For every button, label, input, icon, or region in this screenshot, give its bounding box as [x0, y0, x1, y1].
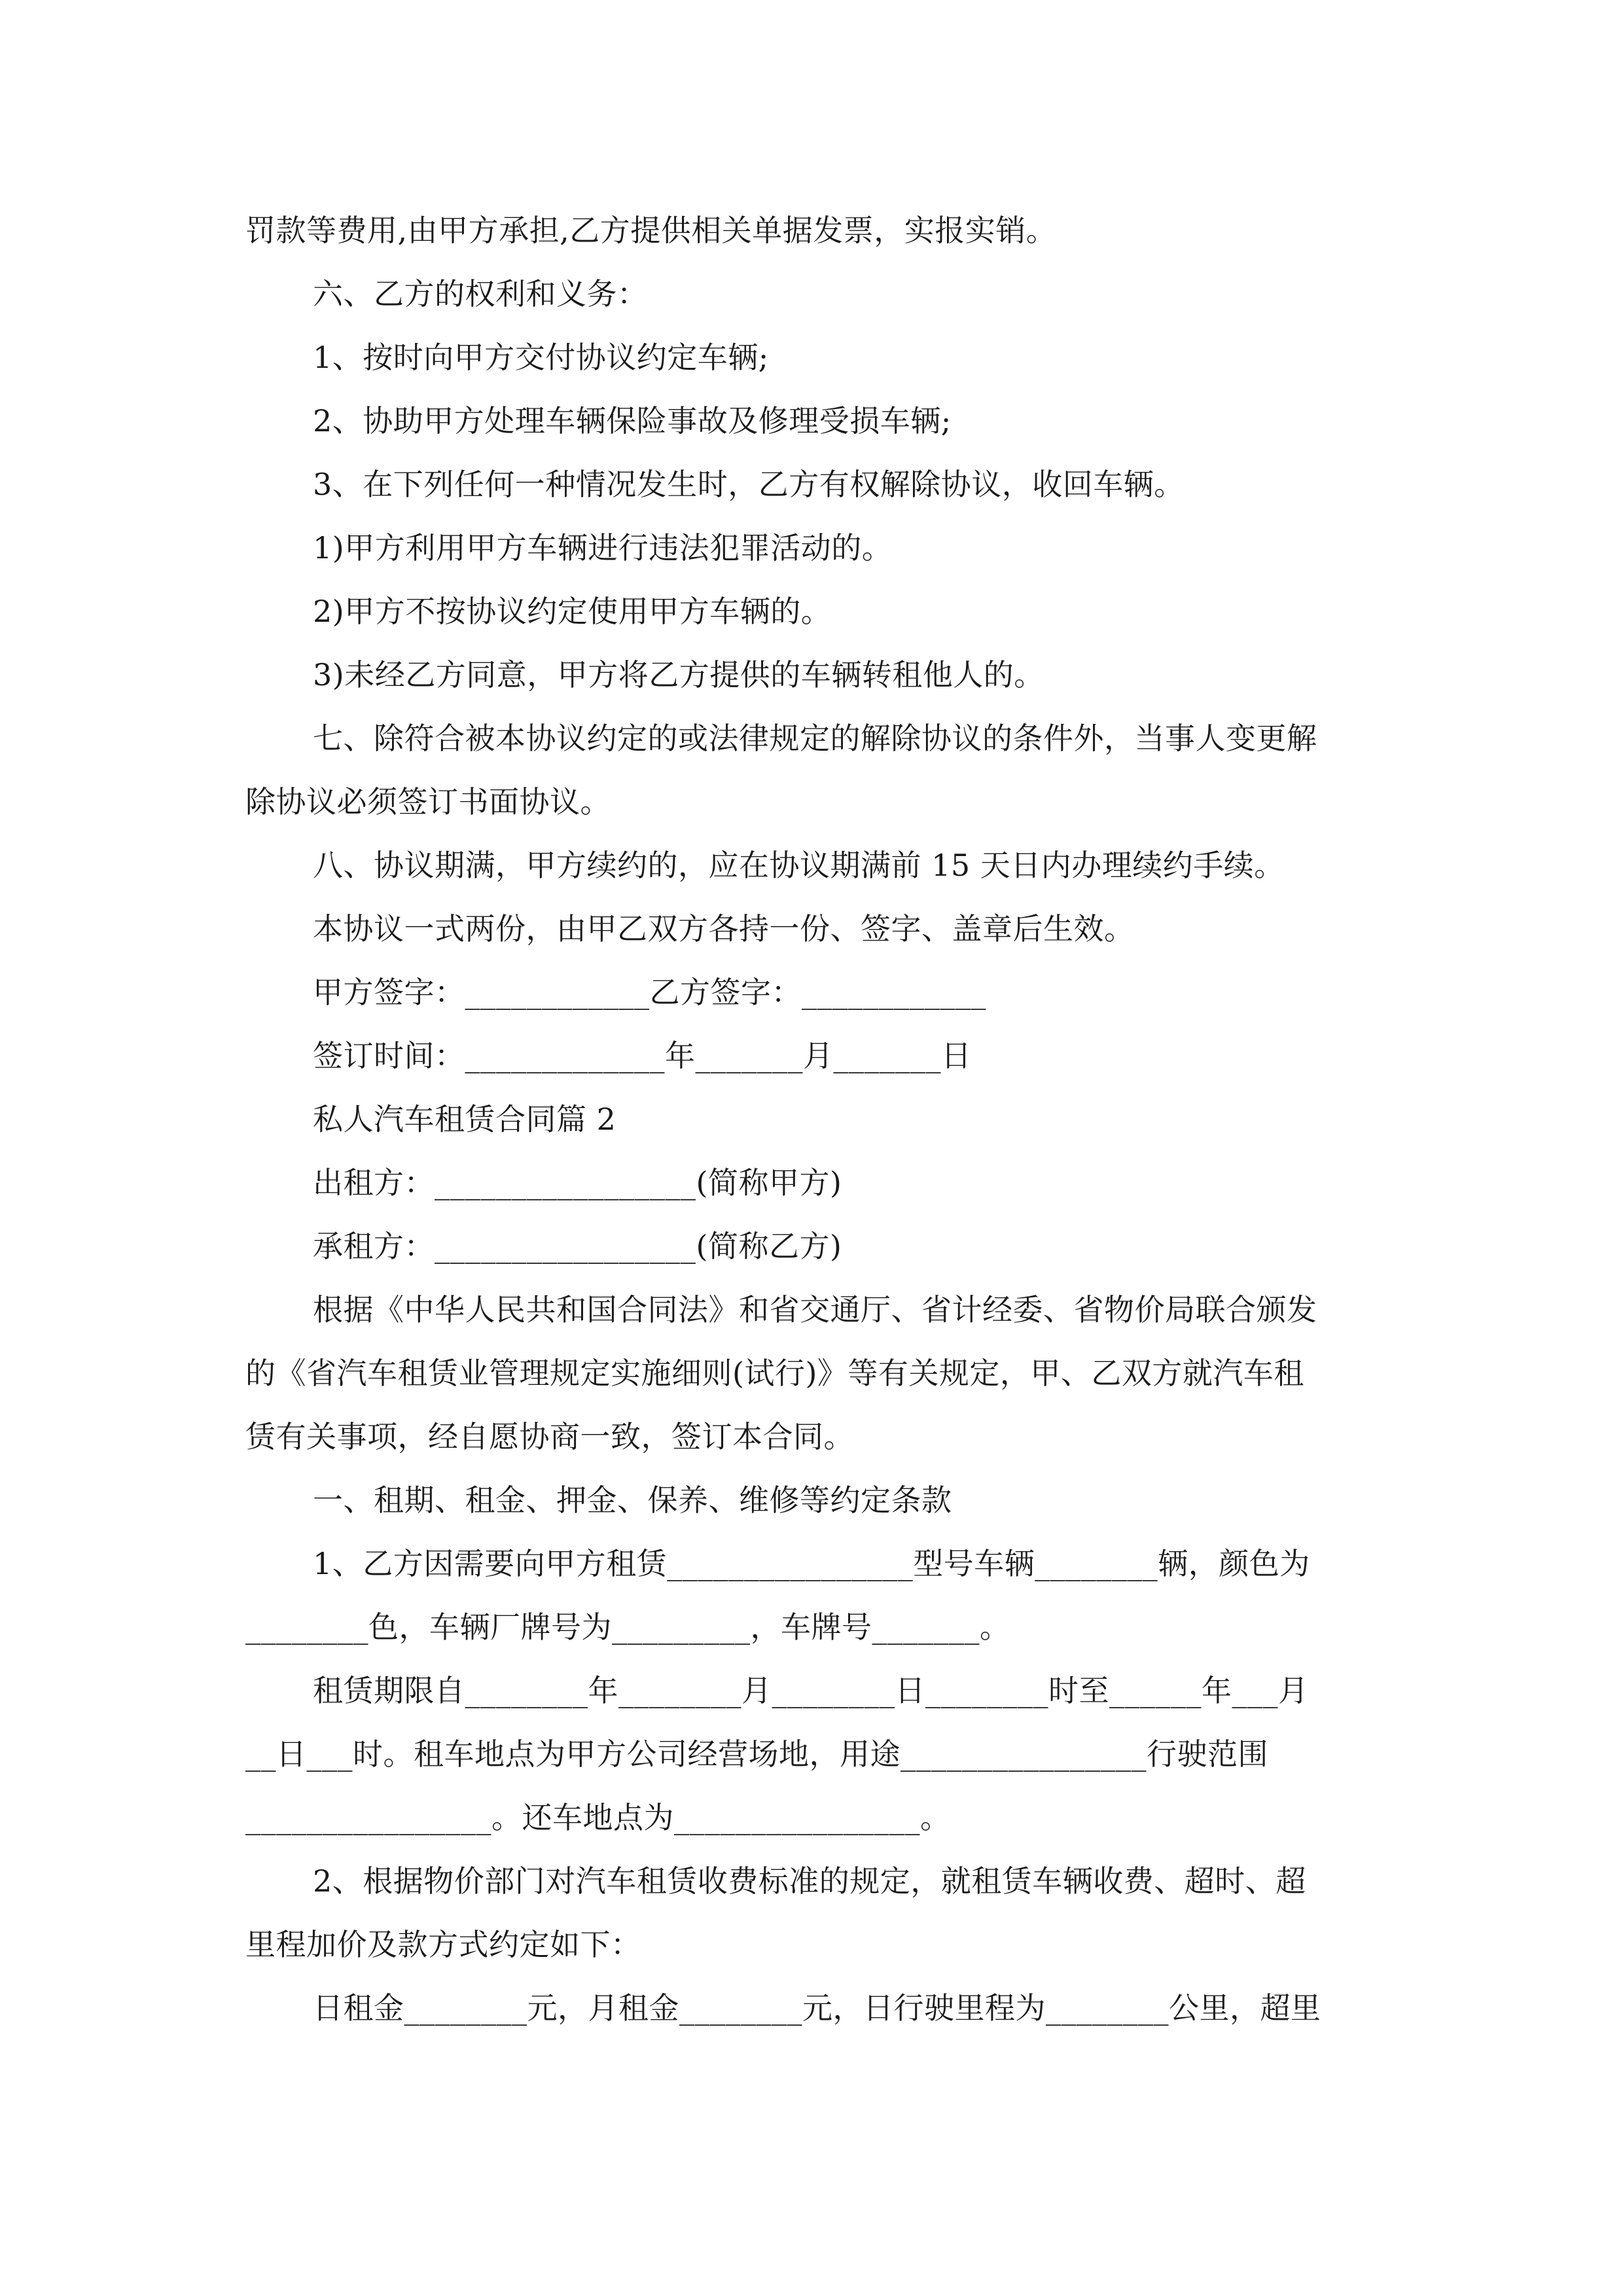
lessor-line: 出租方：_________________(简称甲方) [313, 1165, 842, 1200]
lessee-line: 承租方：_________________(简称乙方) [313, 1229, 842, 1264]
paragraph-line: 罚款等费用,由甲方承担,乙方提供相关单据发票，实报实销。 [245, 213, 1057, 248]
sub-list-item: 3)未经乙方同意，甲方将乙方提供的车辆转租他人的。 [313, 657, 1044, 692]
section-heading: 七、除符合被本协议约定的或法律规定的解除协议的条件外，当事人变更解 [313, 721, 1317, 756]
list-item: 1、按时向甲方交付协议约定车辆; [313, 340, 769, 375]
signature-line: 甲方签字：____________乙方签字：____________ [313, 975, 986, 1010]
signing-date-line: 签订时间：_____________年_______月_______日 [313, 1038, 972, 1073]
sub-list-item: 1)甲方利用甲方车辆进行违法犯罪活动的。 [313, 530, 893, 565]
clause-line: __日___时。租车地点为甲方公司经营场地，用途________________行驶范围 [245, 1736, 1268, 1772]
contract-title: 私人汽车租赁合同篇 2 [313, 1102, 616, 1137]
clause-line: 日租金________元，月租金________元，日行驶里程为________公里，超里 [313, 1990, 1321, 2026]
clause-line: ________________。还车地点为________________。 [245, 1800, 951, 1835]
clause-line: 里程加价及款方式约定如下： [245, 1927, 641, 1962]
clause-line: ________色，车辆厂牌号为_________，车牌号_______。 [245, 1609, 1010, 1645]
section-heading: 八、协议期满，甲方续约的，应在协议期满前 15 天日内办理续约手续。 [313, 848, 1285, 883]
list-item: 3、在下列任何一种情况发生时，乙方有权解除协议，收回车辆。 [313, 467, 1185, 502]
paragraph-line: 赁有关事项，经自愿协商一致，签订本合同。 [245, 1419, 854, 1454]
section-heading: 一、租期、租金、押金、保养、维修等约定条款 [313, 1482, 952, 1518]
paragraph-line: 本协议一式两份，由甲乙双方各持一份、签字、盖章后生效。 [313, 911, 1135, 946]
paragraph-line: 根据《中华人民共和国合同法》和省交通厅、省计经委、省物价局联合颁发 [313, 1292, 1317, 1327]
clause-line: 租赁期限自________年________月________日________时至______年___月 [313, 1673, 1309, 1708]
sub-list-item: 2)甲方不按协议约定使用甲方车辆的。 [313, 594, 832, 629]
section-heading: 六、乙方的权利和义务： [313, 276, 648, 312]
paragraph-line: 的《省汽车租赁业管理规定实施细则(试行)》等有关规定，甲、乙双方就汽车租 [245, 1355, 1304, 1391]
clause-line: 2、根据物价部门对汽车租赁收费标准的规定，就租赁车辆收费、超时、超 [313, 1863, 1306, 1899]
clause-line: 1、乙方因需要向甲方租赁________________型号车辆________辆，颜色为 [313, 1546, 1310, 1581]
list-item: 2、协助甲方处理车辆保险事故及修理受损车辆; [313, 403, 952, 439]
paragraph-line: 除协议必须签订书面协议。 [245, 784, 611, 819]
